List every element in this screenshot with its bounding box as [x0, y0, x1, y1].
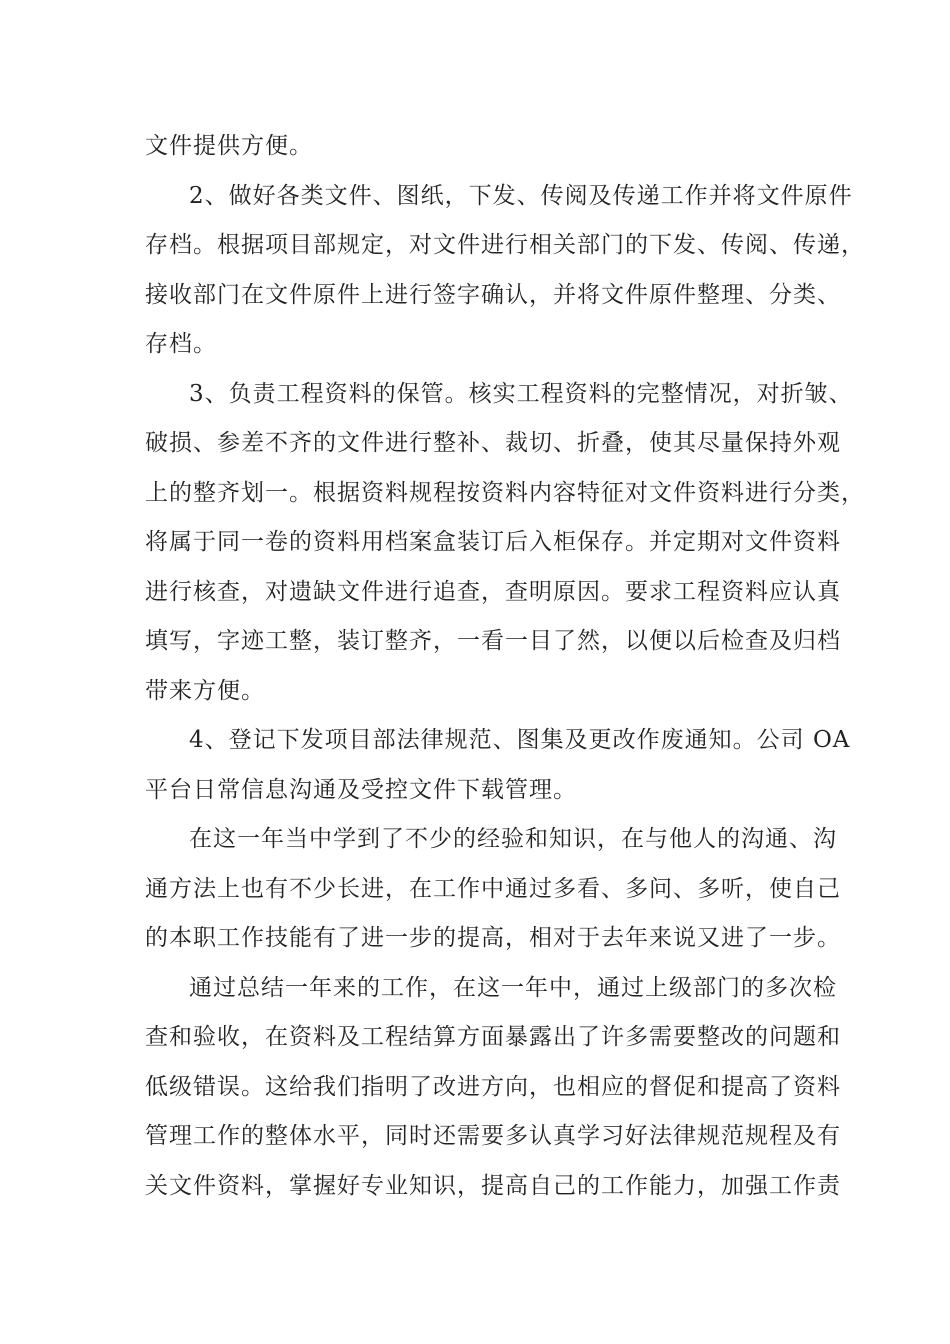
text-line: 的本职工作技能有了进一步的提高，相对于去年来说又进了一步。 [145, 925, 841, 951]
text-line: 通方法上也有不少长进，在工作中通过多看、多问、多听，使自己 [145, 875, 841, 902]
document-body [145, 122, 865, 1211]
text-line: 低级错误。这给我们指明了改进方向，也相应的督促和提高了资料 [145, 1073, 841, 1100]
text-line: 接收部门在文件原件上进行签字确认，并将文件原件整理、分类、 [145, 281, 841, 308]
text-line: 填写，字迹工整，装订整齐，一看一目了然，以便以后检查及归档 [145, 628, 841, 654]
text-line: 通过总结一年来的工作，在这一年中，通过上级部门的多次检 [189, 974, 837, 1001]
text-line: 查和验收，在资料及工程结算方面暴露出了许多需要整改的问题和 [145, 1024, 841, 1050]
text-line: 3、负责工程资料的保管。核实工程资料的完整情况，对折皱、 [189, 380, 853, 407]
text-line: 在这一年当中学到了不少的经验和知识，在与他人的沟通、沟 [189, 826, 837, 852]
text-line: 破损、参差不齐的文件进行整补、裁切、折叠，使其尽量保持外观 [145, 430, 841, 456]
text-line: 进行核查，对遗缺文件进行追查，查明原因。要求工程资料应认真 [145, 578, 841, 605]
text-line: 存档。 [145, 331, 217, 357]
text-line: 2、做好各类文件、图纸，下发、传阅及传递工作并将文件原件 [189, 182, 853, 209]
text-line: 将属于同一卷的资料用档案盒装订后入柜保存。并定期对文件资料 [145, 529, 841, 555]
text-line: 带来方便。 [145, 677, 265, 704]
text-line: 文件提供方便。 [145, 133, 313, 159]
text-line: 上的整齐划一。根据资料规程按资料内容特征对文件资料进行分类， [145, 479, 865, 506]
text-line: 关文件资料，掌握好专业知识，提高自己的工作能力，加强工作责 [145, 1172, 841, 1199]
text-line: 4、登记下发项目部法律规范、图集及更改作废通知。公司 OA [189, 727, 851, 753]
text-line: 平台日常信息沟通及受控文件下载管理。 [145, 776, 577, 803]
text-line: 管理工作的整体水平，同时还需要多认真学习好法律规范规程及有 [145, 1123, 841, 1149]
text-line: 存档。根据项目部规定，对文件进行相关部门的下发、传阅、传递， [145, 232, 865, 258]
